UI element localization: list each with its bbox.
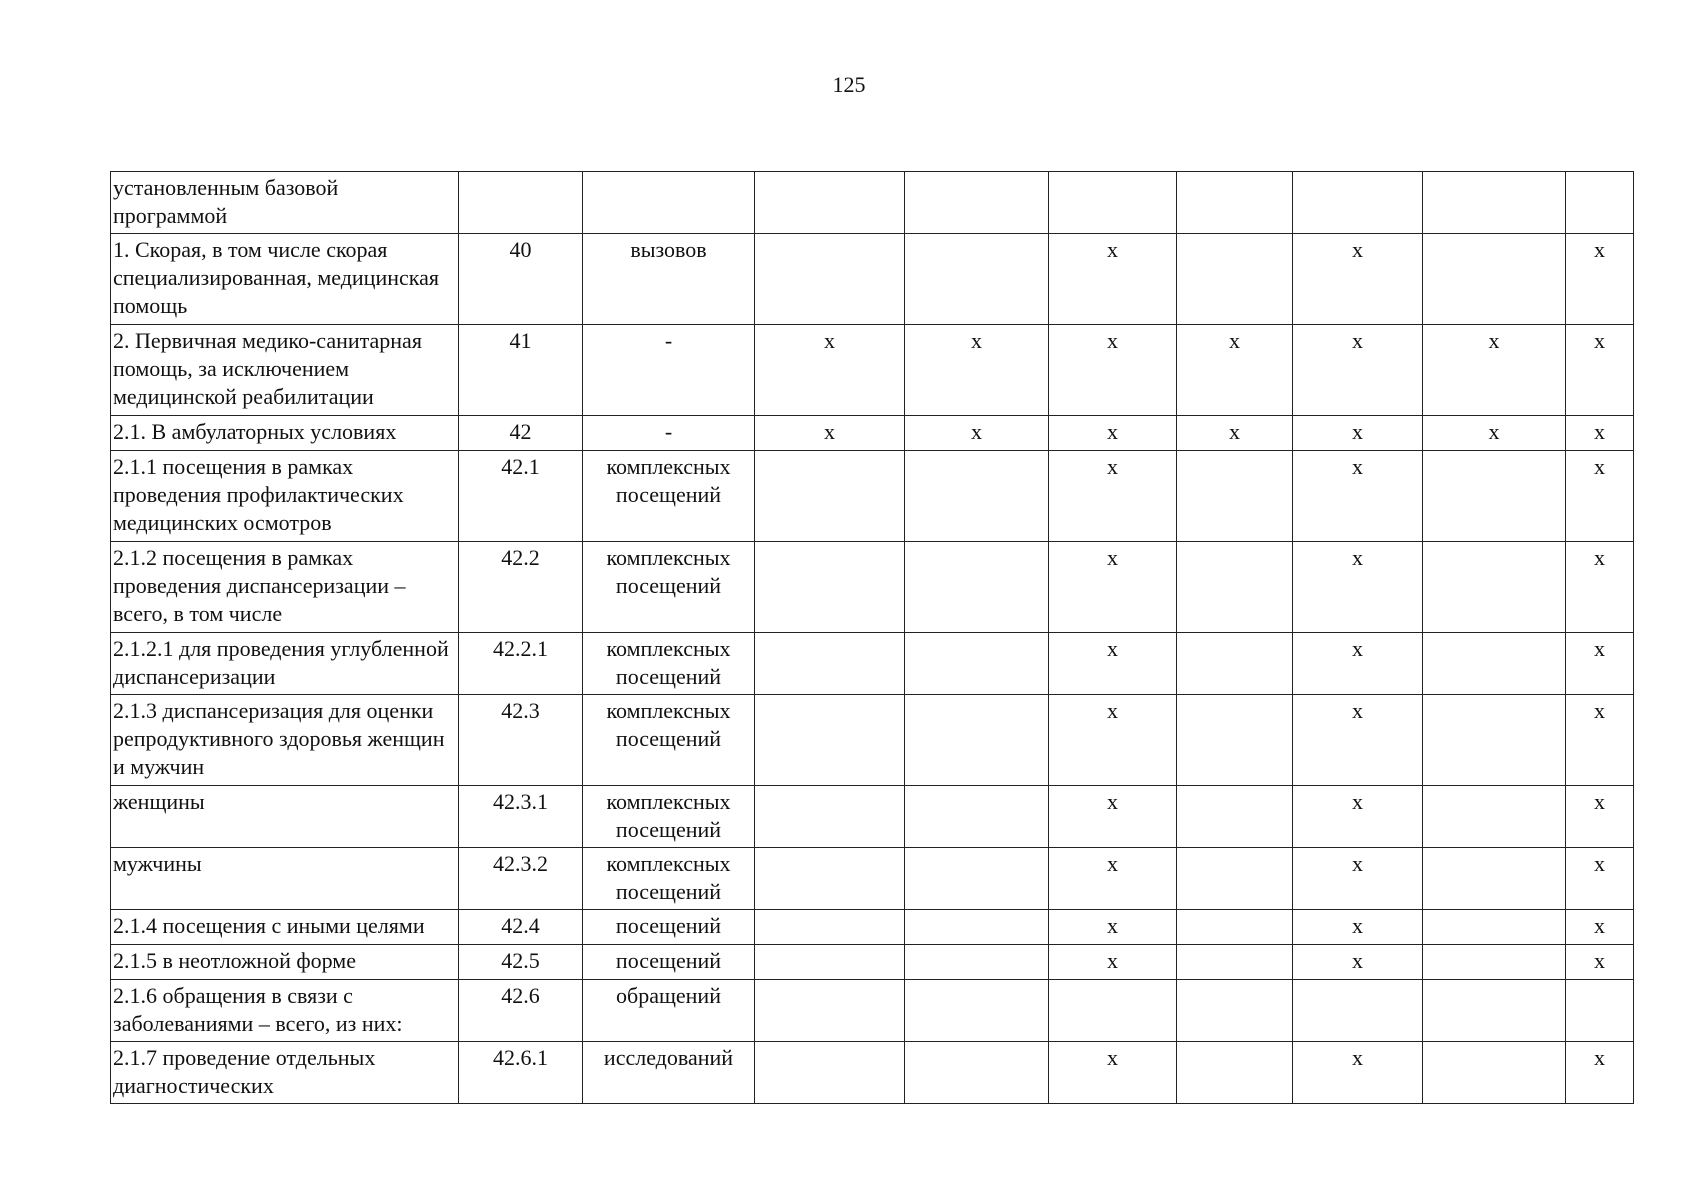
row-value-cell: [1177, 172, 1293, 234]
row-value-cell: х: [1049, 542, 1177, 633]
table-row: [111, 451, 1634, 542]
row-value-cell: [1177, 633, 1293, 695]
row-code-cell: 42.5: [459, 945, 583, 980]
row-value-cell: [905, 980, 1049, 1042]
row-value-cell: х: [1293, 695, 1423, 786]
row-value-cell: [1423, 451, 1566, 542]
row-value-cell: [905, 1042, 1049, 1104]
row-value-cell: [1293, 980, 1423, 1042]
row-code-cell: 40: [459, 234, 583, 325]
row-value-cell: [755, 542, 905, 633]
row-value-cell: [1423, 234, 1566, 325]
row-value-cell: х: [1049, 786, 1177, 848]
row-unit-cell: вызовов: [583, 234, 755, 325]
row-value-cell: х: [1049, 234, 1177, 325]
row-unit-cell: комплексных посещений: [583, 695, 755, 786]
row-value-cell: [1423, 980, 1566, 1042]
row-unit-cell: комплексных посещений: [583, 542, 755, 633]
row-value-cell: [905, 542, 1049, 633]
row-value-cell: х: [1049, 848, 1177, 910]
row-value-cell: [905, 451, 1049, 542]
table-row: [111, 542, 1634, 633]
row-unit-cell: комплексных посещений: [583, 633, 755, 695]
row-unit-cell: -: [583, 325, 755, 416]
row-value-cell: [1177, 695, 1293, 786]
row-value-cell: х: [1566, 1042, 1634, 1104]
row-name-cell: 2.1.6 обращения в связи с заболеваниями – всего, из них:: [111, 980, 459, 1042]
row-code-cell: 42.2: [459, 542, 583, 633]
row-value-cell: [1423, 695, 1566, 786]
row-name-cell: женщины: [111, 786, 459, 848]
row-value-cell: х: [905, 416, 1049, 451]
row-value-cell: х: [1049, 451, 1177, 542]
row-value-cell: [755, 695, 905, 786]
row-value-cell: [905, 234, 1049, 325]
row-value-cell: х: [1293, 451, 1423, 542]
row-value-cell: х: [1566, 848, 1634, 910]
row-value-cell: [755, 786, 905, 848]
row-value-cell: х: [905, 325, 1049, 416]
row-value-cell: [1177, 945, 1293, 980]
row-value-cell: [1423, 945, 1566, 980]
row-unit-cell: посещений: [583, 945, 755, 980]
row-value-cell: [1423, 542, 1566, 633]
row-name-cell: 2.1.5 в неотложной форме: [111, 945, 459, 980]
row-value-cell: х: [1566, 325, 1634, 416]
row-value-cell: х: [1177, 325, 1293, 416]
row-value-cell: х: [1049, 325, 1177, 416]
table-row: [111, 848, 1634, 910]
row-value-cell: [905, 172, 1049, 234]
row-name-cell: 2.1.7 проведение отдельных диагностических: [111, 1042, 459, 1104]
row-name-cell: 2.1. В амбулаторных условиях: [111, 416, 459, 451]
row-code-cell: 42.3.2: [459, 848, 583, 910]
row-value-cell: [755, 451, 905, 542]
row-code-cell: 42.3.1: [459, 786, 583, 848]
row-name-cell: 1. Скорая, в том числе скорая специализированная, медицинская помощь: [111, 234, 459, 325]
row-name-cell: 2.1.2 посещения в рамках проведения диспансеризации – всего, в том числе: [111, 542, 459, 633]
row-value-cell: х: [1177, 416, 1293, 451]
row-code-cell: 42: [459, 416, 583, 451]
row-value-cell: [755, 945, 905, 980]
row-code-cell: 42.6: [459, 980, 583, 1042]
row-code-cell: 42.4: [459, 910, 583, 945]
row-value-cell: х: [1049, 945, 1177, 980]
row-value-cell: [1423, 1042, 1566, 1104]
row-value-cell: [755, 234, 905, 325]
row-name-cell: 2. Первичная медико-санитарная помощь, за исключением медицинской реабилитации: [111, 325, 459, 416]
row-value-cell: х: [1049, 1042, 1177, 1104]
row-value-cell: х: [1423, 416, 1566, 451]
row-value-cell: [1423, 633, 1566, 695]
row-name-cell: мужчины: [111, 848, 459, 910]
row-value-cell: [1049, 172, 1177, 234]
row-value-cell: х: [1049, 910, 1177, 945]
table-row: [111, 910, 1634, 945]
row-unit-cell: посещений: [583, 910, 755, 945]
row-value-cell: х: [1293, 633, 1423, 695]
table-row: [111, 416, 1634, 451]
row-value-cell: х: [1566, 786, 1634, 848]
row-unit-cell: -: [583, 416, 755, 451]
row-value-cell: х: [1049, 695, 1177, 786]
row-value-cell: [1423, 172, 1566, 234]
row-name-cell: 2.1.2.1 для проведения углубленной диспансеризации: [111, 633, 459, 695]
row-value-cell: х: [1293, 786, 1423, 848]
row-value-cell: х: [1293, 416, 1423, 451]
row-value-cell: [905, 910, 1049, 945]
row-value-cell: [905, 848, 1049, 910]
data-table: [110, 171, 1634, 1104]
row-value-cell: х: [1049, 633, 1177, 695]
row-value-cell: [755, 1042, 905, 1104]
row-code-cell: 41: [459, 325, 583, 416]
table-row: [111, 786, 1634, 848]
row-value-cell: х: [1293, 945, 1423, 980]
row-unit-cell: [583, 172, 755, 234]
row-code-cell: 42.3: [459, 695, 583, 786]
row-value-cell: х: [1566, 416, 1634, 451]
table-body: [111, 172, 1634, 1104]
row-value-cell: [905, 945, 1049, 980]
row-value-cell: х: [1566, 945, 1634, 980]
table-row: [111, 633, 1634, 695]
row-value-cell: [1177, 848, 1293, 910]
row-value-cell: [755, 848, 905, 910]
row-value-cell: х: [1049, 416, 1177, 451]
table-row: [111, 695, 1634, 786]
row-value-cell: х: [755, 325, 905, 416]
row-value-cell: [905, 786, 1049, 848]
row-name-cell: установленным базовой программой: [111, 172, 459, 234]
row-value-cell: х: [1566, 695, 1634, 786]
table-row: [111, 172, 1634, 234]
table-row: [111, 980, 1634, 1042]
row-unit-cell: комплексных посещений: [583, 786, 755, 848]
row-value-cell: х: [1566, 633, 1634, 695]
table-row: [111, 945, 1634, 980]
row-value-cell: х: [1293, 848, 1423, 910]
row-value-cell: х: [755, 416, 905, 451]
row-value-cell: х: [1293, 910, 1423, 945]
row-unit-cell: комплексных посещений: [583, 451, 755, 542]
row-code-cell: 42.6.1: [459, 1042, 583, 1104]
row-value-cell: х: [1293, 234, 1423, 325]
row-value-cell: [1049, 980, 1177, 1042]
row-name-cell: 2.1.1 посещения в рамках проведения профилактических медицинских осмотров: [111, 451, 459, 542]
row-value-cell: [755, 172, 905, 234]
row-code-cell: 42.1: [459, 451, 583, 542]
row-value-cell: х: [1423, 325, 1566, 416]
row-value-cell: [1177, 234, 1293, 325]
row-value-cell: х: [1566, 910, 1634, 945]
row-value-cell: [1177, 980, 1293, 1042]
row-value-cell: [1177, 786, 1293, 848]
row-value-cell: х: [1566, 234, 1634, 325]
row-value-cell: [1423, 910, 1566, 945]
row-value-cell: [1566, 172, 1634, 234]
row-value-cell: [905, 695, 1049, 786]
row-value-cell: [1177, 542, 1293, 633]
row-unit-cell: комплексных посещений: [583, 848, 755, 910]
row-value-cell: [755, 910, 905, 945]
row-unit-cell: исследований: [583, 1042, 755, 1104]
row-value-cell: х: [1566, 542, 1634, 633]
row-value-cell: х: [1293, 542, 1423, 633]
row-value-cell: [755, 633, 905, 695]
row-value-cell: [1177, 451, 1293, 542]
row-value-cell: [905, 633, 1049, 695]
row-value-cell: х: [1293, 325, 1423, 416]
row-code-cell: [459, 172, 583, 234]
row-value-cell: х: [1293, 1042, 1423, 1104]
row-name-cell: 2.1.4 посещения с иными целями: [111, 910, 459, 945]
row-value-cell: [1566, 980, 1634, 1042]
table-row: [111, 234, 1634, 325]
row-value-cell: [1293, 172, 1423, 234]
row-value-cell: [1423, 786, 1566, 848]
row-value-cell: [755, 980, 905, 1042]
row-code-cell: 42.2.1: [459, 633, 583, 695]
row-value-cell: х: [1566, 451, 1634, 542]
table-row: [111, 1042, 1634, 1104]
row-value-cell: [1423, 848, 1566, 910]
row-value-cell: [1177, 910, 1293, 945]
page-number: 125: [832, 72, 866, 97]
table-row: [111, 325, 1634, 416]
row-unit-cell: обращений: [583, 980, 755, 1042]
row-name-cell: 2.1.3 диспансеризация для оценки репродуктивного здоровья женщин и мужчин: [111, 695, 459, 786]
row-value-cell: [1177, 1042, 1293, 1104]
